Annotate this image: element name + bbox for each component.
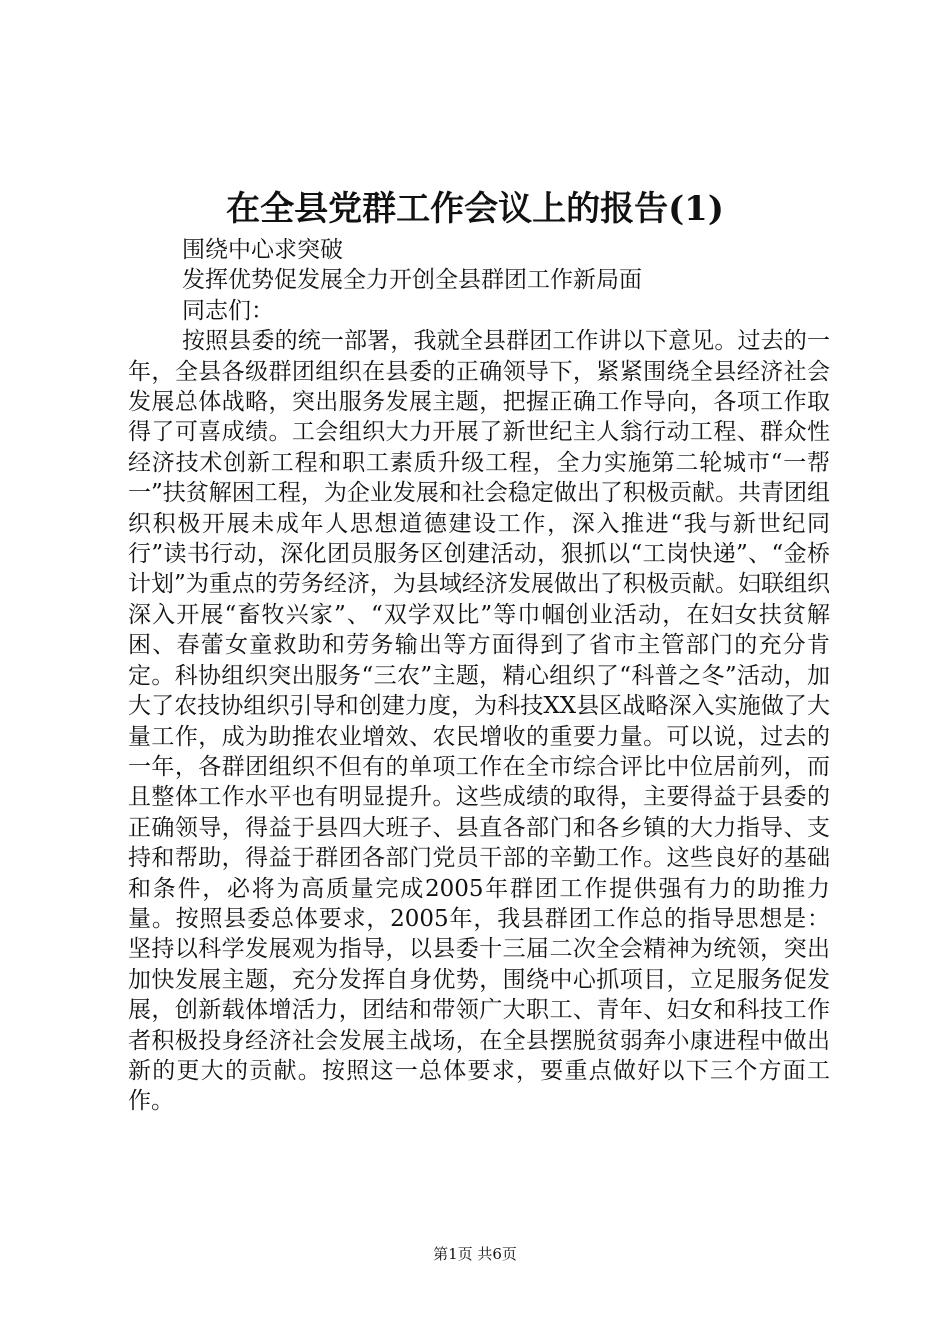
subtitle-line-1: 围绕中心求突破 [182, 237, 343, 263]
document-title: 在全县党群工作会议上的报告(1) [226, 189, 724, 229]
subtitle-line-2: 发挥优势促发展全力开创全县群团工作新局面 [182, 267, 642, 294]
salutation: 同志们： [182, 297, 274, 324]
page-footer: 第1页 共6页 [433, 1245, 517, 1263]
body-paragraph: 按照县委的统一部署，我就全县群团工作讲以下意见。过去的一年，全县各级群团组织在县委的正确领导下，紧紧围绕全县经济社会发展总体战略，突出服务发展主题，把握正确工作导向，各项工作取得了可喜成绩。工会组织大力开展了新世纪主人翁行动工程、群众性经济技术创新工程和职工素质升级工程，全力实施第二轮城市“一帮一”扶贫解困工程，为企业发展和社会稳定做出了积极贡献。共青团组织积极开展未成年人思想道德建设工作，深入推进“我与新世纪同行”读书行动，深化团员服务区创建活动，狠抓以“工岗快递”、“金桥计划”为重点的劳务经济，为县域经济发展做出了积极贡献。妇联组织深入开展“畜牧兴家”、“双学双比”等巾帼创业活动，在妇女扶贫解困、春蕾女童救助和劳务输出等方面得到了省市主管部门的充分肯定。科协组织突出服务“三农”主题，精心组织了“科普之冬”活动，加大了农技协组织引导和创建力度，为科技XX县区战略深入实施做了大量工作，成为助推农业增效、农民增收的重要力量。可以说，过去的一年，各群团组织不但有的单项工作在全市综合评比中位居前列，而且整体工作水平也有明显提升。这些成绩的取得，主要得益于县委的正确领导，得益于县四大班子、县直各部门和各乡镇的大力指导、支持和帮助，得益于群团各部门党员干部的辛勤工作。这些良好的基础和条件，必将为高质量完成2005年群团工作提供强有力的助推力量。按照县委总体要求，2005年，我县群团工作总的指导思想是：坚持以科学发展观为指导，以县委十三届二次全会精神为统领，突出加快发展主题，充分发挥自身优势，围绕中心抓项目，立足服务促发展，创新载体增活力，团结和带领广大职工、青年、妇女和科技工作者积极投身经济社会发展主战场，在全县摆脱贫弱奔小康进程中做出新的更大的贡献。按照这一总体要求，要重点做好以下三个方面工作。 [128, 328, 830, 1115]
document-body [128, 235, 830, 1117]
